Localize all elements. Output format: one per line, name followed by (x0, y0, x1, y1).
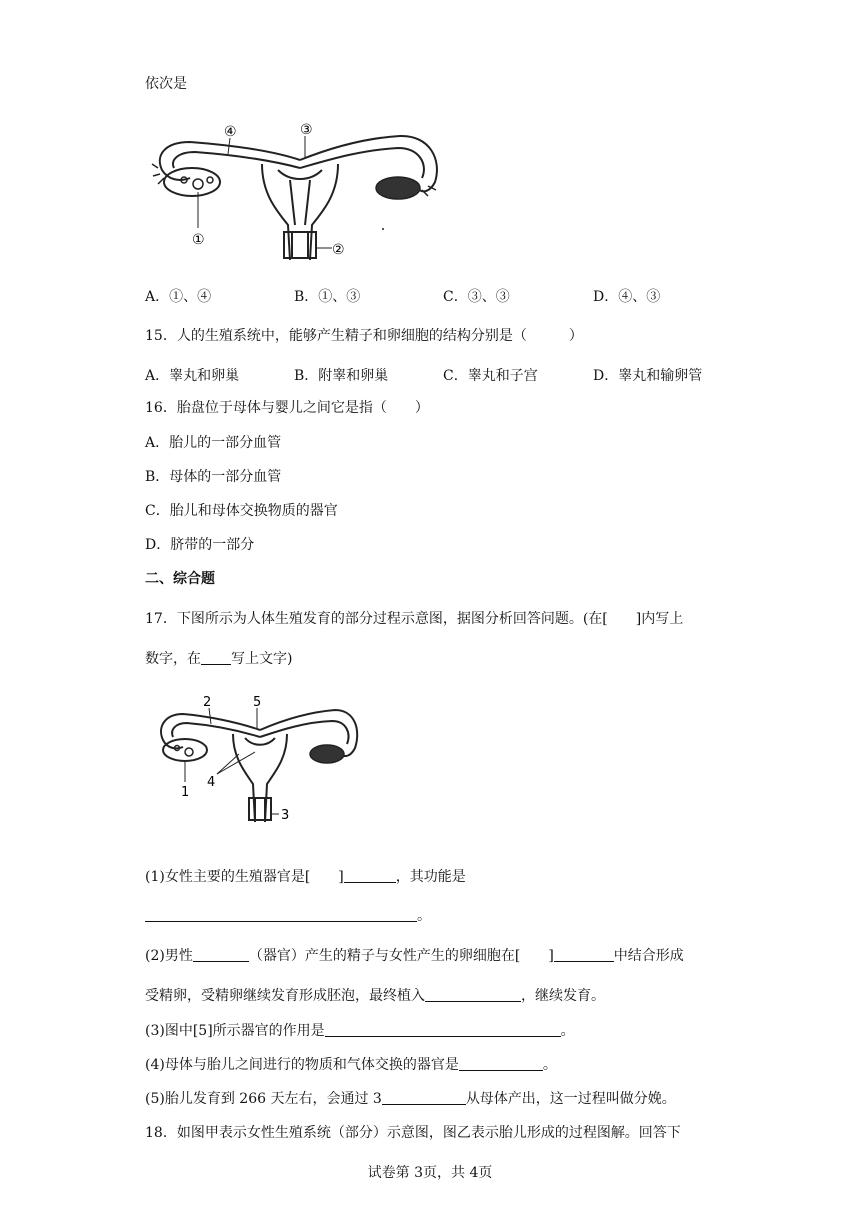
q17-p1-text-a: (1)女性主要的生殖器官是[ (145, 869, 311, 885)
q17-p2-line2-a: 受精卵，受精卵继续发育形成胚泡，最终植入 (145, 988, 425, 1004)
fig1-label-3: ③ (300, 122, 313, 138)
q17-p2-text-d: 中结合形成 (613, 948, 684, 964)
q16-stem: 16．胎盘位于母体与婴儿之间它是指（ ） (145, 400, 429, 416)
q17-p2-text-a: (2)男性 (145, 948, 193, 964)
q15-stem: 15．人的生殖系统中，能够产生精子和卵细胞的结构分别是（ ） (145, 328, 583, 344)
q15-option-a[interactable]: A．睾丸和卵巢 (145, 368, 240, 384)
blank (554, 947, 614, 962)
fig2-label-1: 1 (181, 785, 190, 800)
q17-p3-text-b: 。 (560, 1023, 575, 1039)
q17-stem-text-b: 写上文字) (231, 651, 293, 667)
q14-option-c[interactable]: C．③、③ (443, 289, 510, 305)
section-heading: 二、综合题 (145, 571, 215, 587)
q14-option-a[interactable]: A．①、④ (145, 289, 212, 305)
female-reproductive-diagram-2 (155, 692, 365, 827)
q15-option-d[interactable]: D．睾丸和输卵管 (593, 368, 703, 384)
q17-part2-line2 (145, 986, 605, 1006)
q17-stem-line2 (145, 649, 292, 669)
blank (201, 650, 231, 665)
q17-p5-text-a: (5)胎儿发育到 266 天左右，会通过 3 (145, 1091, 382, 1107)
q17-p3-text-a: (3)图中[5]所示器官的作用是 (145, 1023, 325, 1039)
blank (459, 1056, 543, 1071)
fig2-label-3: 3 (281, 808, 290, 823)
blank (425, 987, 521, 1002)
q17-part2 (145, 946, 684, 966)
q17-p2-text-c: ] (548, 948, 554, 964)
q16-option-a[interactable]: A．胎儿的一部分血管 (145, 435, 282, 451)
blank (193, 947, 249, 962)
blank (325, 1022, 561, 1037)
q15-option-b[interactable]: B．附睾和卵巢 (294, 368, 389, 384)
q18-stem: 18．如图甲表示女性生殖系统（部分）示意图，图乙表示胎儿形成的过程图解。回答下 (145, 1125, 681, 1141)
fig1-label-4: ④ (224, 124, 237, 140)
q15-option-c[interactable]: C．睾丸和子宫 (443, 368, 538, 384)
fig2-label-2: 2 (203, 695, 212, 710)
blank (382, 1090, 466, 1105)
intro-text: 依次是 (145, 76, 187, 92)
q17-part3 (145, 1021, 575, 1041)
q17-stem-text-a: 数字，在 (145, 651, 201, 667)
blank (145, 907, 417, 922)
fig1-label-1: ① (192, 232, 205, 248)
q16-option-b[interactable]: B．母体的一部分血管 (145, 469, 282, 485)
q17-part4 (145, 1055, 557, 1075)
page-footer: 试卷第 3页，共 4页 (367, 1165, 493, 1181)
q17-part1-line2 (145, 906, 431, 926)
q17-p4-text-b: 。 (542, 1057, 557, 1073)
q16-option-d[interactable]: D．脐带的一部分 (145, 537, 255, 553)
q17-part1 (145, 867, 466, 887)
female-reproductive-diagram-1 (150, 120, 450, 260)
fig2-label-5: 5 (253, 695, 262, 710)
q17-part5 (145, 1089, 676, 1109)
q17-p4-text-a: (4)母体与胎儿之间进行的物质和气体交换的器官是 (145, 1057, 459, 1073)
q17-p2-text-b: （器官）产生的精子与女性产生的卵细胞在[ (248, 948, 521, 964)
blank (344, 868, 396, 883)
q17-p2-line2-b: ，继续发育。 (521, 988, 605, 1004)
q17-p1-text-b: ] (338, 869, 344, 885)
q17-p1-text-c: ，其功能是 (395, 869, 466, 885)
fig1-label-2: ② (332, 242, 345, 258)
q17-p1-end: 。 (417, 908, 431, 924)
q14-option-d[interactable]: D．④、③ (593, 289, 661, 305)
q16-option-c[interactable]: C．胎儿和母体交换物质的器官 (145, 503, 338, 519)
q14-option-b[interactable]: B．①、③ (294, 289, 361, 305)
q17-stem-line1: 17．下图所示为人体生殖发育的部分过程示意图，据图分析回答问题。(在[ ]内写上 (145, 611, 684, 627)
q17-p5-text-b: 从母体产出，这一过程叫做分娩。 (465, 1091, 676, 1107)
fig2-label-4: 4 (207, 775, 216, 790)
